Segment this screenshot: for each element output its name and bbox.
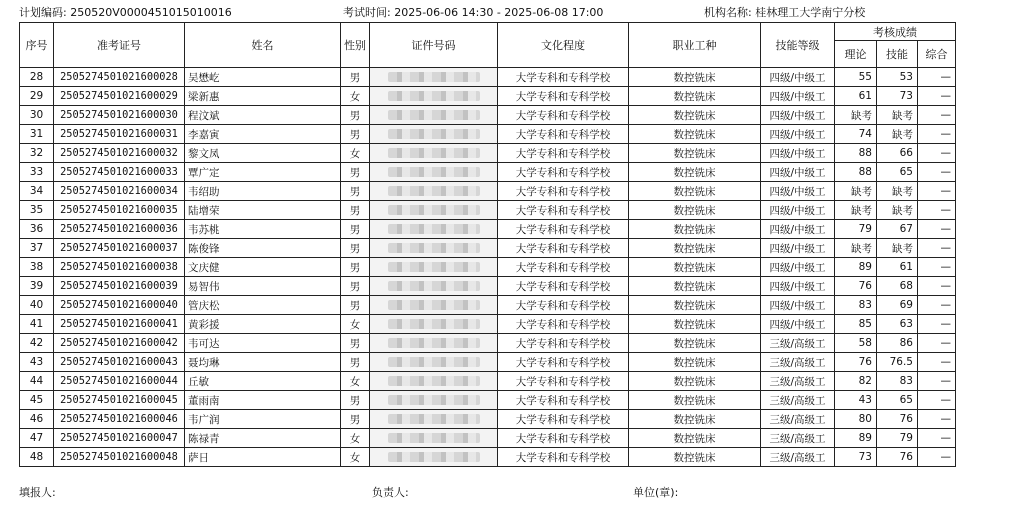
- row-seq: 34: [20, 182, 54, 201]
- row-job: 数控铣床: [629, 334, 761, 353]
- row-seq: 41: [20, 315, 54, 334]
- row-id-redacted: [370, 315, 498, 334]
- row-job: 数控铣床: [629, 258, 761, 277]
- row-theory: 89: [835, 258, 877, 277]
- col-job: 职业工种: [629, 23, 761, 68]
- row-gender: 男: [341, 410, 370, 429]
- row-level: 四级/中级工: [761, 144, 835, 163]
- row-id-redacted: [370, 372, 498, 391]
- col-theory: 理论: [835, 41, 877, 68]
- redacted-id-blur: [388, 319, 480, 329]
- row-job: 数控铣床: [629, 125, 761, 144]
- col-skill: 技能: [877, 41, 918, 68]
- row-education: 大学专科和专科学校: [498, 144, 629, 163]
- redacted-id-blur: [388, 433, 480, 443]
- table-row: [20, 277, 956, 296]
- row-id-redacted: [370, 144, 498, 163]
- row-gender: 女: [341, 372, 370, 391]
- row-gender: 男: [341, 106, 370, 125]
- table-row: [20, 429, 956, 448]
- table-row: [20, 258, 956, 277]
- row-skill: 76: [877, 410, 918, 429]
- row-education: 大学专科和专科学校: [498, 125, 629, 144]
- row-overall: —: [918, 239, 956, 258]
- table-row: [20, 353, 956, 372]
- row-ticket: 2505274501021600044: [54, 372, 185, 391]
- row-skill: 65: [877, 391, 918, 410]
- table-row: [20, 144, 956, 163]
- table-row: [20, 125, 956, 144]
- row-theory: 73: [835, 448, 877, 467]
- row-job: 数控铣床: [629, 353, 761, 372]
- redacted-id-blur: [388, 186, 480, 196]
- col-level: 技能等级: [761, 23, 835, 68]
- row-gender: 男: [341, 277, 370, 296]
- row-id-redacted: [370, 163, 498, 182]
- row-name: 韦可达: [185, 334, 341, 353]
- row-overall: —: [918, 163, 956, 182]
- row-name: 覃广定: [185, 163, 341, 182]
- row-level: 三级/高级工: [761, 353, 835, 372]
- row-gender: 男: [341, 68, 370, 87]
- redacted-id-blur: [388, 129, 480, 139]
- row-level: 四级/中级工: [761, 68, 835, 87]
- row-ticket: 2505274501021600042: [54, 334, 185, 353]
- row-level: 三级/高级工: [761, 410, 835, 429]
- row-gender: 女: [341, 315, 370, 334]
- row-ticket: 2505274501021600038: [54, 258, 185, 277]
- row-seq: 33: [20, 163, 54, 182]
- table-row: [20, 239, 956, 258]
- row-id-redacted: [370, 448, 498, 467]
- col-scores: 考核成绩: [835, 23, 956, 41]
- row-id-redacted: [370, 87, 498, 106]
- row-name: 梁新惠: [185, 87, 341, 106]
- row-id-redacted: [370, 220, 498, 239]
- unit-label: 单位(章):: [633, 486, 679, 499]
- row-name: 管庆松: [185, 296, 341, 315]
- row-education: 大学专科和专科学校: [498, 372, 629, 391]
- row-seq: 45: [20, 391, 54, 410]
- row-seq: 43: [20, 353, 54, 372]
- row-overall: —: [918, 372, 956, 391]
- row-job: 数控铣床: [629, 448, 761, 467]
- row-skill: 缺考: [877, 239, 918, 258]
- row-level: 四级/中级工: [761, 201, 835, 220]
- table-row: [20, 372, 956, 391]
- row-overall: —: [918, 144, 956, 163]
- row-theory: 缺考: [835, 106, 877, 125]
- row-education: 大学专科和专科学校: [498, 296, 629, 315]
- row-name: 吴懋屹: [185, 68, 341, 87]
- row-name: 黎文凤: [185, 144, 341, 163]
- redacted-id-blur: [388, 395, 480, 405]
- row-skill: 76: [877, 448, 918, 467]
- score-table: [19, 22, 956, 467]
- row-theory: 58: [835, 334, 877, 353]
- col-seq: 序号: [20, 23, 54, 68]
- plan-code: 计划编码: 250520V0000451015010016: [19, 6, 232, 19]
- row-id-redacted: [370, 182, 498, 201]
- row-ticket: 2505274501021600029: [54, 87, 185, 106]
- row-skill: 73: [877, 87, 918, 106]
- table-row: [20, 182, 956, 201]
- row-ticket: 2505274501021600047: [54, 429, 185, 448]
- row-education: 大学专科和专科学校: [498, 448, 629, 467]
- row-skill: 68: [877, 277, 918, 296]
- row-level: 四级/中级工: [761, 163, 835, 182]
- row-job: 数控铣床: [629, 429, 761, 448]
- row-id-redacted: [370, 391, 498, 410]
- row-ticket: 2505274501021600031: [54, 125, 185, 144]
- row-skill: 66: [877, 144, 918, 163]
- row-gender: 男: [341, 239, 370, 258]
- row-level: 四级/中级工: [761, 239, 835, 258]
- row-skill: 79: [877, 429, 918, 448]
- row-gender: 男: [341, 163, 370, 182]
- redacted-id-blur: [388, 452, 480, 462]
- row-id-redacted: [370, 296, 498, 315]
- row-gender: 男: [341, 296, 370, 315]
- row-ticket: 2505274501021600041: [54, 315, 185, 334]
- row-ticket: 2505274501021600028: [54, 68, 185, 87]
- row-skill: 67: [877, 220, 918, 239]
- table-row: [20, 391, 956, 410]
- row-gender: 男: [341, 353, 370, 372]
- row-education: 大学专科和专科学校: [498, 106, 629, 125]
- row-name: 韦绍助: [185, 182, 341, 201]
- row-job: 数控铣床: [629, 163, 761, 182]
- row-level: 四级/中级工: [761, 106, 835, 125]
- row-skill: 缺考: [877, 125, 918, 144]
- row-level: 三级/高级工: [761, 372, 835, 391]
- row-gender: 女: [341, 429, 370, 448]
- row-theory: 80: [835, 410, 877, 429]
- row-seq: 46: [20, 410, 54, 429]
- row-theory: 55: [835, 68, 877, 87]
- row-education: 大学专科和专科学校: [498, 182, 629, 201]
- table-row: [20, 315, 956, 334]
- row-seq: 29: [20, 87, 54, 106]
- row-overall: —: [918, 448, 956, 467]
- row-skill: 65: [877, 163, 918, 182]
- row-overall: —: [918, 87, 956, 106]
- row-name: 韦广润: [185, 410, 341, 429]
- row-name: 董雨南: [185, 391, 341, 410]
- row-seq: 40: [20, 296, 54, 315]
- row-id-redacted: [370, 410, 498, 429]
- row-level: 四级/中级工: [761, 296, 835, 315]
- row-education: 大学专科和专科学校: [498, 391, 629, 410]
- row-overall: —: [918, 353, 956, 372]
- row-education: 大学专科和专科学校: [498, 258, 629, 277]
- table-row: [20, 410, 956, 429]
- row-skill: 63: [877, 315, 918, 334]
- org-name: 机构名称: 桂林理工大学南宁分校: [704, 6, 866, 19]
- row-job: 数控铣床: [629, 277, 761, 296]
- row-id-redacted: [370, 258, 498, 277]
- row-theory: 缺考: [835, 239, 877, 258]
- responsible-label: 负责人:: [372, 486, 409, 499]
- row-education: 大学专科和专科学校: [498, 277, 629, 296]
- row-overall: —: [918, 182, 956, 201]
- row-gender: 男: [341, 258, 370, 277]
- row-overall: —: [918, 220, 956, 239]
- row-education: 大学专科和专科学校: [498, 201, 629, 220]
- redacted-id-blur: [388, 376, 480, 386]
- row-gender: 男: [341, 334, 370, 353]
- row-ticket: 2505274501021600034: [54, 182, 185, 201]
- row-id-redacted: [370, 334, 498, 353]
- row-job: 数控铣床: [629, 68, 761, 87]
- row-job: 数控铣床: [629, 372, 761, 391]
- row-skill: 86: [877, 334, 918, 353]
- col-ticket: 准考证号: [54, 23, 185, 68]
- row-skill: 缺考: [877, 182, 918, 201]
- row-overall: —: [918, 201, 956, 220]
- table-row: [20, 201, 956, 220]
- row-overall: —: [918, 334, 956, 353]
- row-id-redacted: [370, 239, 498, 258]
- redacted-id-blur: [388, 338, 480, 348]
- row-level: 四级/中级工: [761, 220, 835, 239]
- row-level: 三级/高级工: [761, 391, 835, 410]
- row-overall: —: [918, 315, 956, 334]
- exam-time: 考试时间: 2025-06-06 14:30 - 2025-06-08 17:00: [343, 6, 604, 19]
- row-overall: —: [918, 410, 956, 429]
- row-seq: 35: [20, 201, 54, 220]
- row-job: 数控铣床: [629, 239, 761, 258]
- row-theory: 43: [835, 391, 877, 410]
- row-ticket: 2505274501021600045: [54, 391, 185, 410]
- table-row: [20, 87, 956, 106]
- row-id-redacted: [370, 68, 498, 87]
- row-theory: 79: [835, 220, 877, 239]
- row-ticket: 2505274501021600046: [54, 410, 185, 429]
- row-job: 数控铣床: [629, 182, 761, 201]
- row-level: 四级/中级工: [761, 87, 835, 106]
- row-education: 大学专科和专科学校: [498, 429, 629, 448]
- redacted-id-blur: [388, 300, 480, 310]
- row-skill: 83: [877, 372, 918, 391]
- row-name: 陈禄青: [185, 429, 341, 448]
- redacted-id-blur: [388, 205, 480, 215]
- row-seq: 30: [20, 106, 54, 125]
- filler-label: 填报人:: [19, 486, 56, 499]
- row-job: 数控铣床: [629, 315, 761, 334]
- row-name: 程汶斌: [185, 106, 341, 125]
- row-job: 数控铣床: [629, 201, 761, 220]
- row-name: 李嘉寅: [185, 125, 341, 144]
- row-gender: 男: [341, 391, 370, 410]
- redacted-id-blur: [388, 91, 480, 101]
- row-education: 大学专科和专科学校: [498, 334, 629, 353]
- row-job: 数控铣床: [629, 106, 761, 125]
- row-theory: 85: [835, 315, 877, 334]
- row-seq: 48: [20, 448, 54, 467]
- row-level: 三级/高级工: [761, 334, 835, 353]
- row-ticket: 2505274501021600039: [54, 277, 185, 296]
- row-ticket: 2505274501021600036: [54, 220, 185, 239]
- row-ticket: 2505274501021600032: [54, 144, 185, 163]
- row-ticket: 2505274501021600033: [54, 163, 185, 182]
- row-seq: 38: [20, 258, 54, 277]
- row-overall: —: [918, 277, 956, 296]
- row-overall: —: [918, 296, 956, 315]
- score-table-body: [20, 68, 956, 467]
- row-theory: 89: [835, 429, 877, 448]
- col-overall: 综合: [918, 41, 956, 68]
- row-education: 大学专科和专科学校: [498, 239, 629, 258]
- row-overall: —: [918, 68, 956, 87]
- row-theory: 61: [835, 87, 877, 106]
- row-name: 陈俊锋: [185, 239, 341, 258]
- col-gender: 性别: [341, 23, 370, 68]
- row-theory: 缺考: [835, 201, 877, 220]
- row-job: 数控铣床: [629, 144, 761, 163]
- redacted-id-blur: [388, 414, 480, 424]
- redacted-id-blur: [388, 167, 480, 177]
- row-overall: —: [918, 429, 956, 448]
- row-education: 大学专科和专科学校: [498, 410, 629, 429]
- row-job: 数控铣床: [629, 296, 761, 315]
- row-name: 陆增荣: [185, 201, 341, 220]
- row-overall: —: [918, 391, 956, 410]
- table-row: [20, 296, 956, 315]
- redacted-id-blur: [388, 110, 480, 120]
- row-seq: 39: [20, 277, 54, 296]
- row-theory: 76: [835, 277, 877, 296]
- row-seq: 28: [20, 68, 54, 87]
- table-row: [20, 106, 956, 125]
- row-seq: 32: [20, 144, 54, 163]
- col-name: 姓名: [185, 23, 341, 68]
- row-education: 大学专科和专科学校: [498, 220, 629, 239]
- row-id-redacted: [370, 353, 498, 372]
- row-skill: 缺考: [877, 106, 918, 125]
- row-level: 四级/中级工: [761, 258, 835, 277]
- row-id-redacted: [370, 429, 498, 448]
- row-seq: 36: [20, 220, 54, 239]
- row-education: 大学专科和专科学校: [498, 353, 629, 372]
- redacted-id-blur: [388, 148, 480, 158]
- row-level: 四级/中级工: [761, 125, 835, 144]
- redacted-id-blur: [388, 72, 480, 82]
- row-name: 易智伟: [185, 277, 341, 296]
- row-theory: 82: [835, 372, 877, 391]
- row-name: 黄彩援: [185, 315, 341, 334]
- redacted-id-blur: [388, 281, 480, 291]
- row-level: 四级/中级工: [761, 277, 835, 296]
- row-id-redacted: [370, 277, 498, 296]
- row-ticket: 2505274501021600043: [54, 353, 185, 372]
- row-name: 丘敏: [185, 372, 341, 391]
- row-overall: —: [918, 125, 956, 144]
- row-gender: 男: [341, 182, 370, 201]
- table-row: [20, 334, 956, 353]
- row-id-redacted: [370, 201, 498, 220]
- row-skill: 69: [877, 296, 918, 315]
- row-education: 大学专科和专科学校: [498, 315, 629, 334]
- row-gender: 女: [341, 448, 370, 467]
- row-name: 萨日: [185, 448, 341, 467]
- row-education: 大学专科和专科学校: [498, 87, 629, 106]
- row-id-redacted: [370, 106, 498, 125]
- row-gender: 男: [341, 201, 370, 220]
- row-ticket: 2505274501021600037: [54, 239, 185, 258]
- row-job: 数控铣床: [629, 87, 761, 106]
- row-theory: 缺考: [835, 182, 877, 201]
- redacted-id-blur: [388, 243, 480, 253]
- row-gender: 女: [341, 87, 370, 106]
- row-level: 三级/高级工: [761, 448, 835, 467]
- row-seq: 37: [20, 239, 54, 258]
- row-seq: 42: [20, 334, 54, 353]
- row-job: 数控铣床: [629, 410, 761, 429]
- row-ticket: 2505274501021600040: [54, 296, 185, 315]
- row-education: 大学专科和专科学校: [498, 163, 629, 182]
- table-row: [20, 68, 956, 87]
- row-seq: 44: [20, 372, 54, 391]
- row-overall: —: [918, 258, 956, 277]
- row-theory: 88: [835, 144, 877, 163]
- row-job: 数控铣床: [629, 391, 761, 410]
- row-skill: 76.5: [877, 353, 918, 372]
- row-gender: 男: [341, 220, 370, 239]
- row-seq: 47: [20, 429, 54, 448]
- row-gender: 男: [341, 125, 370, 144]
- row-name: 文庆健: [185, 258, 341, 277]
- row-theory: 74: [835, 125, 877, 144]
- row-gender: 女: [341, 144, 370, 163]
- row-ticket: 2505274501021600048: [54, 448, 185, 467]
- table-row: [20, 448, 956, 467]
- row-theory: 76: [835, 353, 877, 372]
- row-theory: 83: [835, 296, 877, 315]
- col-education: 文化程度: [498, 23, 629, 68]
- row-seq: 31: [20, 125, 54, 144]
- redacted-id-blur: [388, 262, 480, 272]
- row-level: 四级/中级工: [761, 182, 835, 201]
- row-id-redacted: [370, 125, 498, 144]
- col-id: 证件号码: [370, 23, 498, 68]
- row-theory: 88: [835, 163, 877, 182]
- row-level: 四级/中级工: [761, 315, 835, 334]
- row-skill: 缺考: [877, 201, 918, 220]
- row-name: 聂均琳: [185, 353, 341, 372]
- redacted-id-blur: [388, 357, 480, 367]
- redacted-id-blur: [388, 224, 480, 234]
- row-education: 大学专科和专科学校: [498, 68, 629, 87]
- row-skill: 61: [877, 258, 918, 277]
- table-row: [20, 163, 956, 182]
- row-level: 三级/高级工: [761, 429, 835, 448]
- row-skill: 53: [877, 68, 918, 87]
- row-overall: —: [918, 106, 956, 125]
- table-row: [20, 220, 956, 239]
- row-name: 韦苏桃: [185, 220, 341, 239]
- row-ticket: 2505274501021600035: [54, 201, 185, 220]
- row-ticket: 2505274501021600030: [54, 106, 185, 125]
- row-job: 数控铣床: [629, 220, 761, 239]
